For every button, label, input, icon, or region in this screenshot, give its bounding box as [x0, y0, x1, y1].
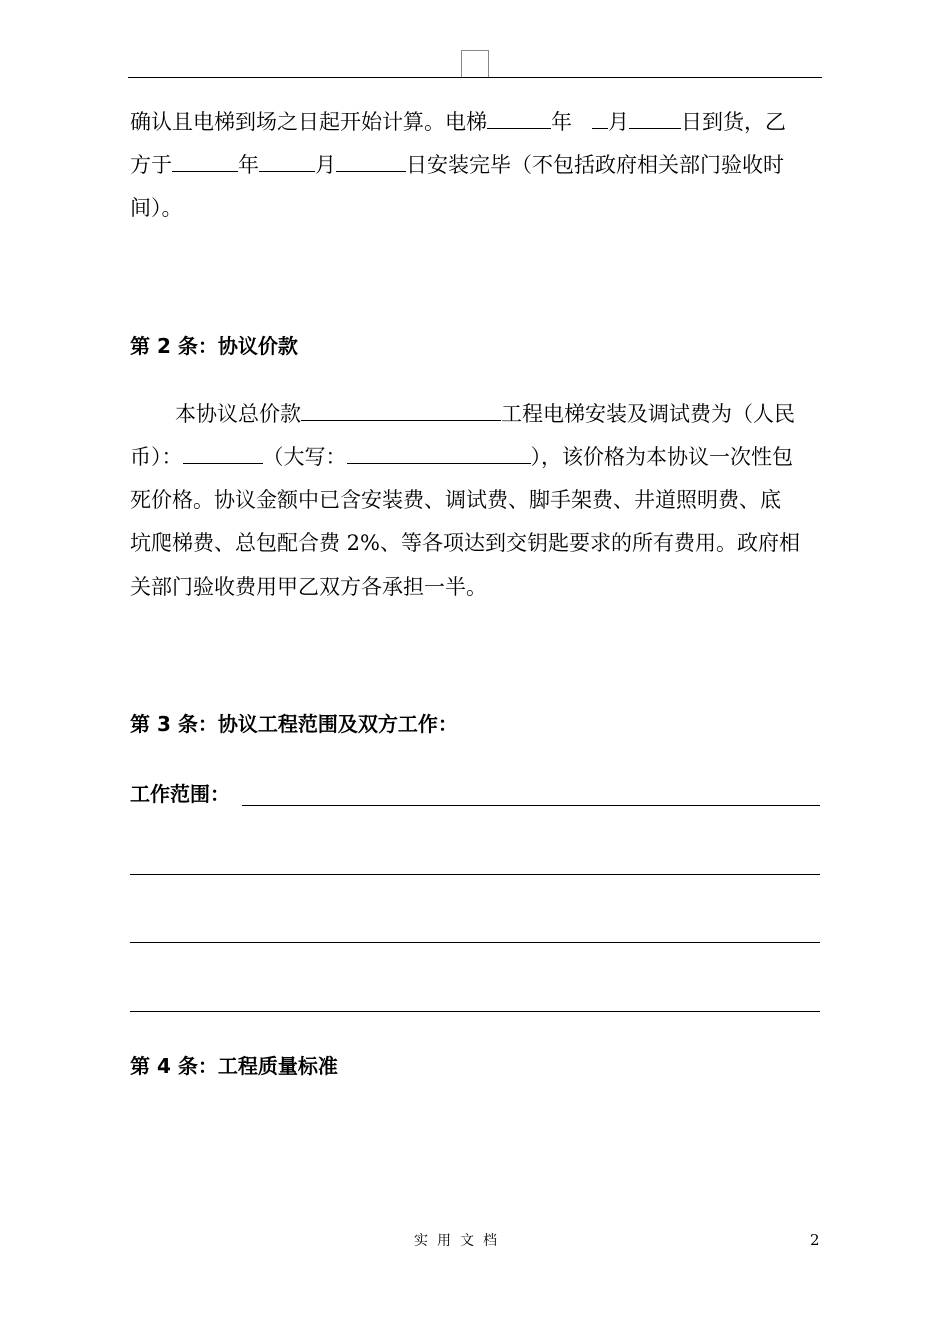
section2-line3: 死价格。协议金额中已含安装费、调试费、脚手架费、井道照明费、底: [130, 488, 781, 512]
scope-line-2[interactable]: [130, 874, 820, 875]
section4-heading: 第 4 条：工程质量标准: [130, 1054, 338, 1078]
footer-text: 实用文档: [414, 1233, 506, 1249]
text: 日到货，乙: [681, 110, 787, 134]
section2-line4: 坑爬梯费、总包配合费 2%、等各项达到交钥匙要求的所有费用。政府相: [130, 531, 800, 555]
scope-line-1[interactable]: [242, 805, 820, 806]
text: 年: [238, 153, 259, 177]
text: 确认且电梯到场之日起开始计算。电梯: [130, 110, 487, 134]
month-blank[interactable]: [259, 149, 315, 172]
day-blank[interactable]: [336, 149, 406, 172]
text: 方于: [130, 153, 172, 177]
text: 日安装完毕（不包括政府相关部门验收时: [406, 153, 784, 177]
header-rule: [128, 77, 822, 78]
header-tab-box: [461, 50, 489, 77]
amount-blank[interactable]: [183, 441, 263, 464]
text: 工程电梯安装及调试费为（人民: [501, 402, 795, 426]
text: 币）：: [130, 445, 183, 469]
page-number: 2: [810, 1231, 820, 1249]
text: （大写：: [262, 445, 347, 469]
scope-line-4[interactable]: [130, 1011, 820, 1012]
section2-heading: 第 2 条：协议价款: [130, 334, 298, 358]
total-price-blank[interactable]: [301, 398, 501, 421]
paragraph1-line3: 间）。: [130, 196, 183, 220]
paragraph1-line2: [130, 149, 784, 180]
month-blank[interactable]: [592, 106, 608, 129]
amount-words-blank[interactable]: [347, 441, 531, 464]
paragraph1-line1: [130, 106, 786, 137]
text: ），该价格为本协议一次性包: [530, 445, 793, 469]
section2-line2: [130, 441, 793, 472]
scope-line-3[interactable]: [130, 942, 820, 943]
day-blank[interactable]: [629, 106, 681, 129]
section3-heading: 第 3 条：协议工程范围及双方工作：: [130, 712, 458, 736]
scope-label: 工作范围：: [130, 782, 230, 806]
section2-line1: [175, 398, 795, 429]
year-blank[interactable]: [487, 106, 551, 129]
text: 月: [315, 153, 336, 177]
section2-line5: 关部门验收费用甲乙双方各承担一半。: [130, 575, 487, 599]
text: 月: [608, 110, 630, 134]
year-blank[interactable]: [172, 149, 238, 172]
text: 本协议总价款: [175, 402, 301, 426]
text: 年: [551, 110, 572, 134]
